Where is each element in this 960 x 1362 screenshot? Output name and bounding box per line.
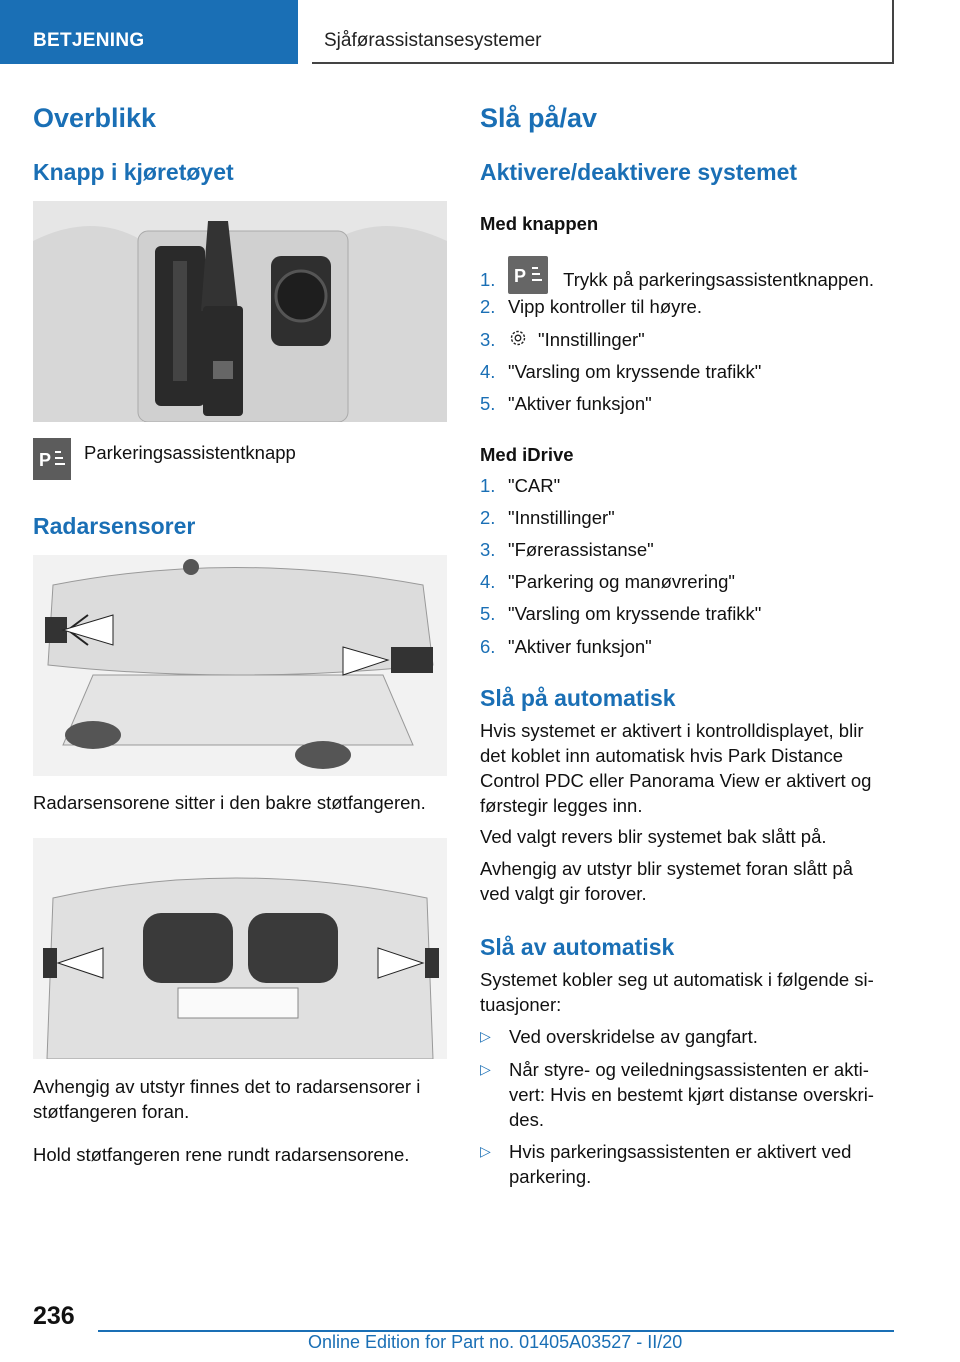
edition-link[interactable]: Online Edition for Part no. 01405A03527 - II/20 bbox=[308, 1332, 683, 1352]
rear-bumper-image bbox=[33, 555, 447, 776]
forward-line-2: ved valgt gir forover. bbox=[480, 883, 647, 904]
auto-on-line-3: Control PDC eller Panorama View er aktivert og bbox=[480, 770, 872, 791]
button-step-2: 2. Vipp kontroller til høyre. bbox=[480, 296, 702, 317]
svg-text:P: P bbox=[39, 450, 52, 470]
overview-title: Overblikk bbox=[33, 103, 157, 133]
parking-assist-icon bbox=[508, 256, 548, 294]
idrive-step-4: 4. "Parkering og manøvrering" bbox=[480, 571, 736, 592]
button-step-5: 5. "Aktiver funksjon" bbox=[480, 393, 652, 414]
chapter-header bbox=[312, 0, 894, 64]
idrive-step-1: 1. "CAR" bbox=[480, 475, 561, 496]
button-caption: Parkeringsassistentknapp bbox=[84, 442, 296, 463]
button-step-4: 4. "Varsling om kryssende trafikk" bbox=[480, 361, 762, 382]
auto-off-line-2: tuasjoner: bbox=[480, 994, 562, 1015]
button-step-1: 1. P Trykk på parkeringsassistentknappen. bbox=[480, 262, 874, 288]
front-caption-line-2: støtfangeren foran. bbox=[33, 1101, 190, 1122]
page-number: 236 bbox=[33, 1302, 75, 1330]
reverse-note: Ved valgt revers blir systemet bak slått på. bbox=[480, 826, 827, 847]
center-console-image bbox=[33, 201, 447, 422]
front-caption-line-1: Avhengig av utstyr finnes det to radarsensorer i bbox=[33, 1076, 421, 1097]
rear-caption: Radarsensorene sitter i den bakre støtfangeren. bbox=[33, 792, 426, 813]
section-tab bbox=[0, 0, 298, 64]
idrive-step-2: 2. "Innstillinger" bbox=[480, 507, 615, 528]
list-item: ▷ Hvis parkeringsassistenten er aktivert ved parkering. bbox=[480, 1141, 852, 1187]
chapter-label: Sjåførassistansesystemer bbox=[324, 30, 542, 51]
list-item: ▷ Ved overskridelse av gangfart. bbox=[480, 1026, 758, 1047]
activate-subtitle: Aktivere/deaktivere systemet bbox=[480, 159, 798, 185]
gear-icon bbox=[508, 328, 530, 355]
with-idrive-heading: Med iDrive bbox=[480, 444, 574, 465]
auto-on-title: Slå på automatisk bbox=[480, 685, 676, 711]
auto-off-title: Slå av automatisk bbox=[480, 934, 675, 960]
parking-assist-icon bbox=[33, 438, 71, 480]
list-item: ▷ Når styre- og veiledningsassistenten er akti- vert: Hvis en bestemt kjørt distanse overskri- des. bbox=[480, 1059, 874, 1130]
auto-on-line-1: Hvis systemet er aktivert i kontrolldisplayet, blir bbox=[480, 720, 864, 741]
triangle-bullet-icon: ▷ bbox=[480, 1143, 491, 1159]
on-off-title: Slå på/av bbox=[480, 103, 598, 133]
svg-text:P: P bbox=[514, 266, 527, 286]
button-step-3: 3. "Innstillinger" bbox=[480, 327, 645, 353]
section-label: BETJENING bbox=[33, 30, 145, 51]
idrive-step-3: 3. "Førerassistanse" bbox=[480, 539, 654, 560]
forward-line-1: Avhengig av utstyr blir systemet foran slått på bbox=[480, 858, 853, 879]
triangle-bullet-icon: ▷ bbox=[480, 1028, 491, 1044]
with-button-heading: Med knappen bbox=[480, 213, 599, 234]
auto-on-line-4: førstegir legges inn. bbox=[480, 795, 643, 816]
front-bumper-image bbox=[33, 838, 447, 1059]
button-subtitle: Knapp i kjøretøyet bbox=[33, 159, 234, 185]
triangle-bullet-icon: ▷ bbox=[480, 1061, 491, 1077]
clean-note: Hold støtfangeren rene rundt radarsensorene. bbox=[33, 1144, 410, 1165]
idrive-step-6: 6. "Aktiver funksjon" bbox=[480, 636, 652, 657]
auto-off-line-1: Systemet kobler seg ut automatisk i følgende si- bbox=[480, 969, 874, 990]
idrive-step-5: 5. "Varsling om kryssende trafikk" bbox=[480, 603, 762, 624]
auto-on-line-2: det koblet inn automatisk hvis Park Distance bbox=[480, 745, 843, 766]
radar-subtitle: Radarsensorer bbox=[33, 513, 196, 539]
